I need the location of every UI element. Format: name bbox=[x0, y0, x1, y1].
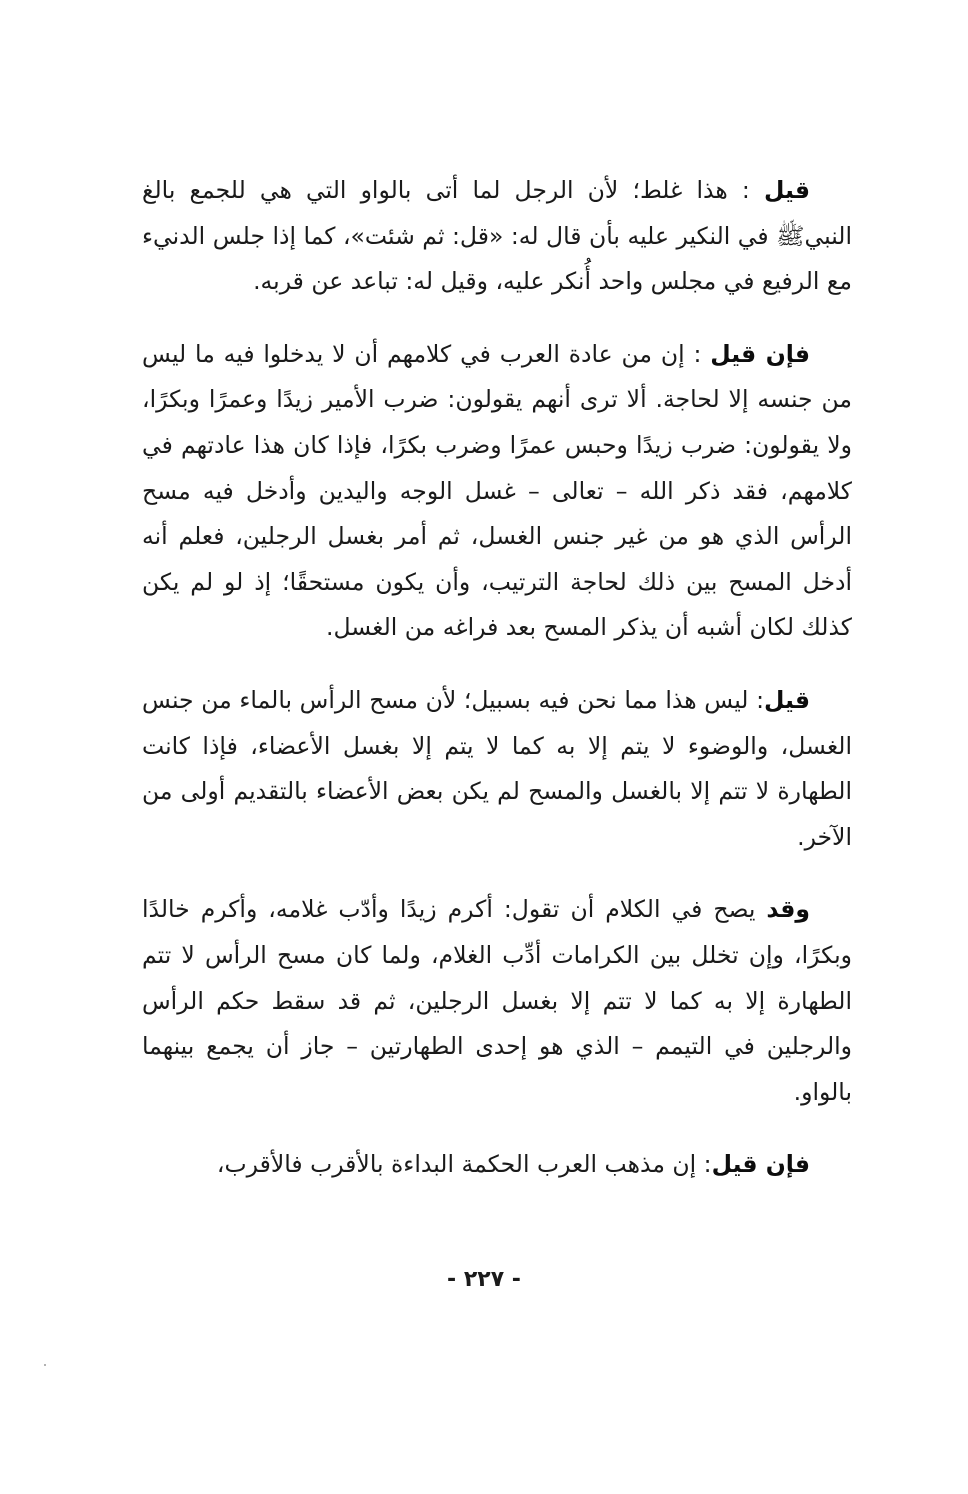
paragraph-body: : هذا غلط؛ لأن الرجل لما أتى بالواو التي هي للجمع بالغ النبيﷺ في النكير عليه بأن قال له: «قل: ثم شئت»، كما إذا جلس الدنيء مع الرفيع في مجلس واحد أُنكر عليه، وقيل له: تباعد عن قربه. bbox=[142, 176, 852, 296]
paragraph-body: : إن مذهب العرب الحكمة البداءة بالأقرب فالأقرب، bbox=[216, 1150, 712, 1179]
paragraph-body: : إن من عادة العرب في كلامهم أن لا يدخلوا فيه ما ليس من جنسه إلا لحاجة. ألا ترى أنهم يقولون: ضرب الأمير زيدًا وعمرًا وبكرًا، ولا يقولون: ضرب زيدًا وحبس عمرًا وضرب بكرًا، فإذا كان هذا عادتهم في كلامهم، فقد ذكر الله – تعالى – غسل الوجه واليدين وأدخل فيه مسح الرأس الذي هو من غير جنس الغسل، ثم أمر بغسل الرجلين، فعلم أنه أدخل المسح بين ذلك لحاجة الترتيب، وأن يكون مستحقًا؛ إذ لو لم يكن كذلك لكان أشبه أن يذكر المسح بعد فراغه من الغسل. bbox=[142, 339, 852, 642]
paragraph-lead: وقد bbox=[766, 895, 810, 924]
scan-speck bbox=[44, 1364, 46, 1366]
paragraph-1 bbox=[142, 168, 852, 305]
body-text bbox=[142, 168, 852, 1215]
paragraph-4 bbox=[142, 887, 852, 1115]
paragraph-lead: قيل bbox=[764, 685, 810, 714]
paragraph-body: : ليس هذا مما نحن فيه بسبيل؛ لأن مسح الرأس بالماء من جنس الغسل، والوضوء لا يتم إلا به كما لا يتم إلا بغسل الأعضاء، فإذا كانت الطهارة لا تتم إلا بالغسل والمسح لم يكن بعض الأعضاء بالتقديم أولى من الآخر. bbox=[142, 685, 852, 851]
page-number: - ٢٢٧ - bbox=[447, 1267, 521, 1292]
paragraph-body: يصح في الكلام أن تقول: أكرم زيدًا وأدّب غلامه، وأكرم خالدًا وبكرًا، وإن تخلل بين الكرامات أدِّب الغلام، ولما كان مسح الرأس لا تتم الطهارة إلا به كما لا تتم إلا بغسل الرجلين، ثم قد سقط حكم الرأس والرجلين في التيمم – الذي هو إحدى الطهارتين – جاز أن يجمع بينهما بالواو. bbox=[142, 895, 852, 1106]
paragraph-lead: فإن قيل bbox=[711, 1150, 810, 1179]
paragraph-lead: قيل bbox=[764, 176, 810, 204]
paragraph-3 bbox=[142, 678, 852, 860]
paragraph-5 bbox=[142, 1142, 852, 1188]
paragraph-2 bbox=[142, 332, 852, 651]
paragraph-lead: فإن قيل bbox=[710, 339, 810, 368]
